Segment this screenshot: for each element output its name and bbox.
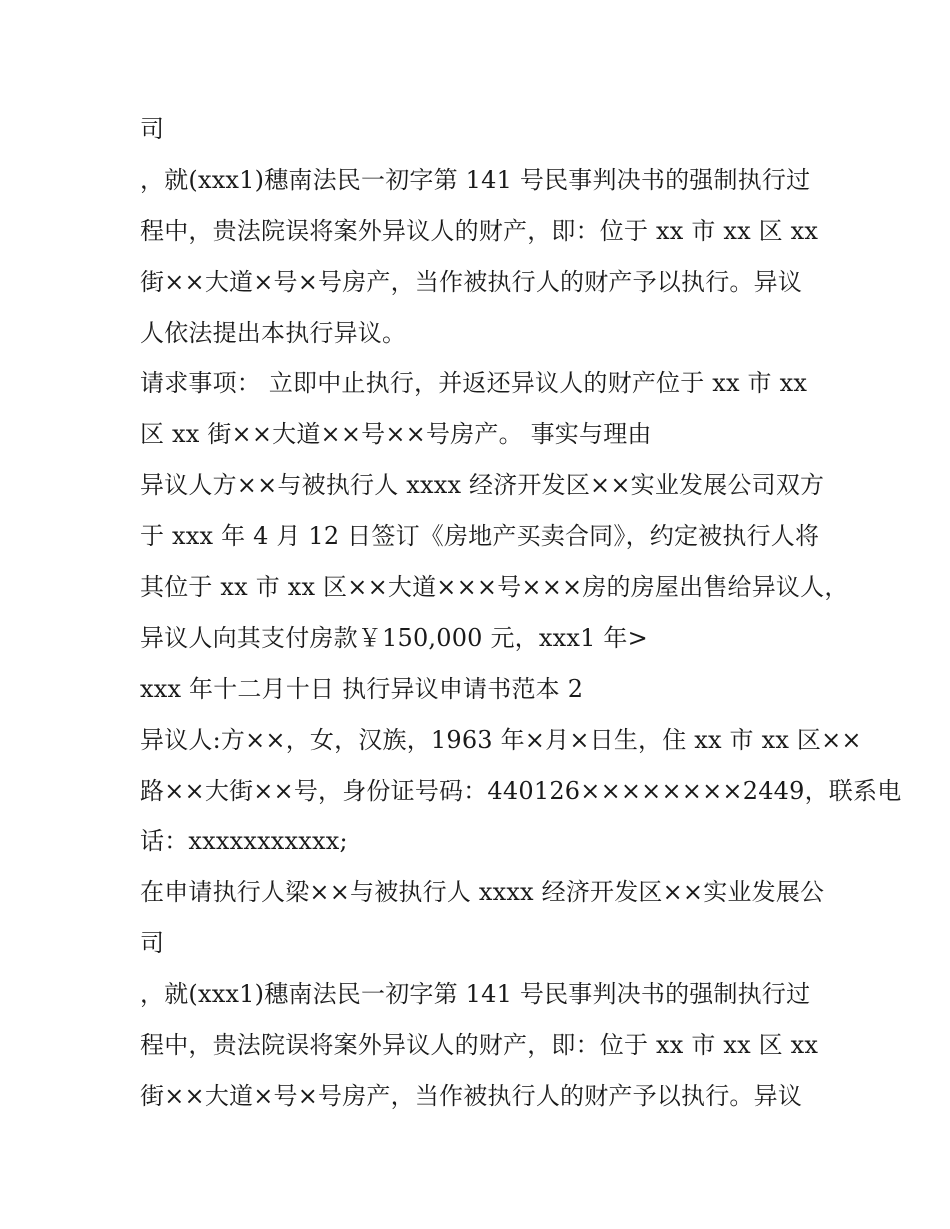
text-line: 异议人方××与被执行人 xxxx 经济开发区××实业发展公司双方 [140,471,825,500]
request-items-line: 请求事项： 立即中止执行，并返还异议人的财产位于 xx 市 xx [140,369,808,398]
sample-heading-line: xxx 年十二月十日 执行异议申请书范本 2 [140,674,584,703]
text-line: 街××大道×号×号房产，当作被执行人的财产予以执行。异议 [140,267,803,296]
text-line: 司 [140,115,165,143]
text-line: 区 xx 街××大道××号××号房产。 事实与理由 [140,420,652,449]
text-line: 程中，贵法院误将案外异议人的财产，即：位于 xx 市 xx 区 xx [140,216,819,245]
text-line: 异议人向其支付房款￥150,000 元，xxx1 年> [140,623,648,652]
text-line: 路××大街××号，身份证号码：440126××××××××2449，联系电 [140,776,902,805]
text-line: 司 [140,929,165,958]
text-line: 人依法提出本执行异议。 [140,318,407,347]
text-line: 话：xxxxxxxxxxx; [140,827,348,856]
text-line: 街××大道×号×号房产，当作被执行人的财产予以执行。异议 [140,1081,803,1110]
text-line: 于 xxx 年 4 月 12 日签订《房地产买卖合同》，约定被执行人将 [140,522,820,551]
text-line: ，就(xxx1)穗南法民一初字第 141 号民事判决书的强制执行过 [140,980,811,1009]
text-line: ，就(xxx1)穗南法民一初字第 141 号民事判决书的强制执行过 [140,165,811,194]
text-line: 程中，贵法院误将案外异议人的财产，即：位于 xx 市 xx 区 xx [140,1031,819,1060]
text-line: 其位于 xx 市 xx 区××大道×××号×××房的房屋出售给异议人， [140,573,849,602]
document-body [140,104,902,1122]
text-line: 在申请执行人梁××与被执行人 xxxx 经济开发区××实业发展公 [140,878,825,907]
objector-info-line: 异议人:方××，女，汉族，1963 年×月×日生，住 xx 市 xx 区×× [140,725,862,754]
